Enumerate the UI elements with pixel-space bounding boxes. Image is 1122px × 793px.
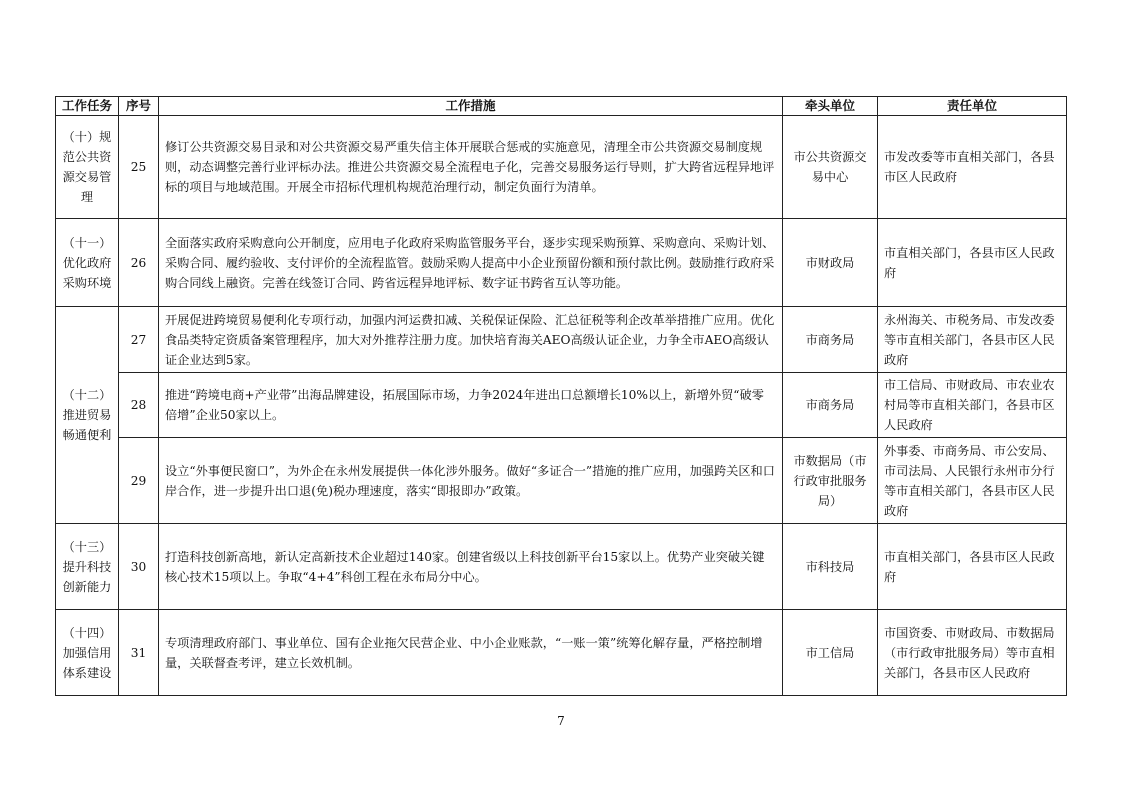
seq-cell: 27 (119, 307, 159, 373)
responsible-units-cell: 市国资委、市财政局、市数据局（市行政审批服务局）等市直相关部门，各县市区人民政府 (878, 610, 1067, 696)
responsible-units-cell: 市发改委等市直相关部门，各县市区人民政府 (878, 116, 1067, 219)
table-row (56, 219, 1067, 307)
seq-cell: 26 (119, 219, 159, 307)
work-task-table (55, 96, 1067, 696)
lead-unit-cell: 市财政局 (783, 219, 878, 307)
seq-cell: 28 (119, 373, 159, 438)
page-number: 7 (557, 714, 565, 728)
responsible-units-cell: 市直相关部门，各县市区人民政府 (878, 524, 1067, 610)
responsible-units-cell: 外事委、市商务局、市公安局、市司法局、人民银行永州市分行等市直相关部门，各县市区人民政府 (878, 438, 1067, 524)
measure-cell: 推进“跨境电商+产业带”出海品牌建设，拓展国际市场，力争2024年进出口总额增长10%以上，新增外贸“破零倍增”企业50家以上。 (159, 373, 783, 438)
lead-unit-cell: 市数据局（市行政审批服务局） (783, 438, 878, 524)
header-lead: 牵头单位 (783, 97, 878, 116)
seq-cell: 31 (119, 610, 159, 696)
measure-cell: 开展促进跨境贸易便利化专项行动，加强内河运费扣减、关税保证保险、汇总征税等利企改革举措推广应用。优化食品类特定资质备案管理程序，加大对外推荐注册力度。加快培育海关AEO高级认证企业，力争全市AEO高级认证企业达到5家。 (159, 307, 783, 373)
responsible-units-cell: 永州海关、市税务局、市发改委等市直相关部门，各县市区人民政府 (878, 307, 1067, 373)
task-cell: （十三）提升科技创新能力 (56, 524, 119, 610)
responsible-units-cell: 市直相关部门，各县市区人民政府 (878, 219, 1067, 307)
header-seq: 序号 (119, 97, 159, 116)
task-cell: （十四）加强信用体系建设 (56, 610, 119, 696)
table-row (56, 524, 1067, 610)
table-row (56, 438, 1067, 524)
task-cell: （十）规范公共资源交易管理 (56, 116, 119, 219)
measure-cell: 全面落实政府采购意向公开制度，应用电子化政府采购监管服务平台，逐步实现采购预算、采购意向、采购计划、采购合同、履约验收、支付评价的全流程监管。鼓励采购人提高中小企业预留份额和预付款比例。鼓励推行政府采购合同线上融资。完善在线签订合同、跨省远程异地评标、数字证书跨省互认等功能。 (159, 219, 783, 307)
header-task: 工作任务 (56, 97, 119, 116)
lead-unit-cell: 市公共资源交易中心 (783, 116, 878, 219)
seq-cell: 29 (119, 438, 159, 524)
task-cell: （十一）优化政府采购环境 (56, 219, 119, 307)
lead-unit-cell: 市商务局 (783, 307, 878, 373)
header-measure: 工作措施 (159, 97, 783, 116)
measure-cell: 打造科技创新高地，新认定高新技术企业超过140家。创建省级以上科技创新平台15家以上。优势产业突破关键核心技术15项以上。争取“4+4”科创工程在永布局分中心。 (159, 524, 783, 610)
table-row (56, 307, 1067, 373)
task-cell: （十二）推进贸易畅通便利 (56, 307, 119, 524)
table-row (56, 373, 1067, 438)
table-header-row (56, 97, 1067, 116)
lead-unit-cell: 市科技局 (783, 524, 878, 610)
seq-cell: 25 (119, 116, 159, 219)
measure-cell: 修订公共资源交易目录和对公共资源交易严重失信主体开展联合惩戒的实施意见，清理全市公共资源交易制度规则，动态调整完善行业评标办法。推进公共资源交易全流程电子化，完善交易服务运行导则，扩大跨省远程异地评标的项目与地域范围。开展全市招标代理机构规范治理行动，制定负面行为清单。 (159, 116, 783, 219)
seq-cell: 30 (119, 524, 159, 610)
table-row (56, 116, 1067, 219)
header-resp: 责任单位 (878, 97, 1067, 116)
measure-cell: 设立“外事便民窗口”，为外企在永州发展提供一体化涉外服务。做好“多证合一”措施的推广应用，加强跨关区和口岸合作，进一步提升出口退(免)税办理速度，落实“即报即办”政策。 (159, 438, 783, 524)
responsible-units-cell: 市工信局、市财政局、市农业农村局等市直相关部门，各县市区人民政府 (878, 373, 1067, 438)
table-row (56, 610, 1067, 696)
lead-unit-cell: 市商务局 (783, 373, 878, 438)
measure-cell: 专项清理政府部门、事业单位、国有企业拖欠民营企业、中小企业账款，“一账一策”统筹化解存量，严格控制增量，关联督查考评，建立长效机制。 (159, 610, 783, 696)
lead-unit-cell: 市工信局 (783, 610, 878, 696)
